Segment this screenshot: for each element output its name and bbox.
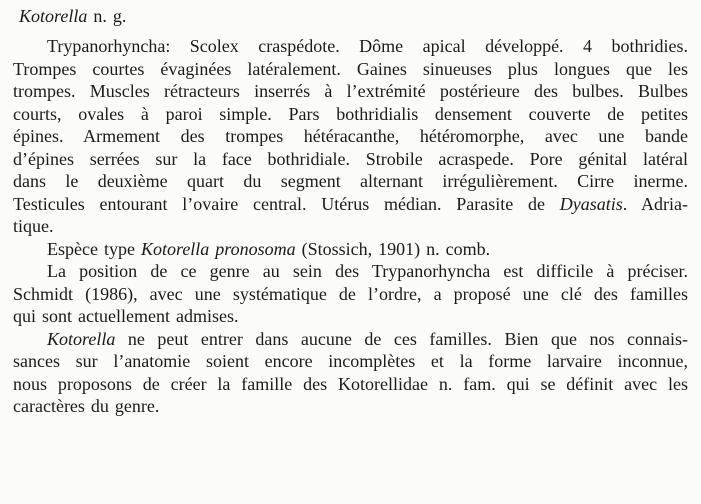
text-segment: Testicules entourant l’ovaire central. Utérus médian. Parasite de — [13, 193, 560, 214]
text-line — [13, 103, 688, 126]
italic-text-segment: Kotorella — [19, 6, 88, 26]
text-segment: tique. — [13, 216, 54, 236]
text-segment: d’épines serrées sur la face bothridiale. Strobile acraspede. Pore génital latéral — [13, 148, 688, 169]
text-segment: ne peut entrer dans aucune de ces familles. Bien que nos connais- — [115, 328, 688, 349]
text-segment: Trypanorhyncha: Scolex craspédote. Dôme apical développé. 4 bothridies. — [47, 36, 688, 56]
text-segment: sances sur l’anatomie soient encore incomplètes et la forme larvaire inconnue, — [13, 351, 688, 371]
position-paragraph — [13, 260, 688, 328]
text-segment: courts, ovales à paroi simple. Pars bothridialis densement couverte de petites — [13, 103, 688, 124]
text-line — [13, 125, 688, 148]
new-family-paragraph — [13, 328, 688, 418]
text-line — [13, 260, 688, 283]
italic-text-segment: Kotorella pronosoma — [140, 238, 296, 259]
text-segment: Espèce type — [47, 238, 141, 259]
text-line — [13, 305, 688, 328]
text-line — [13, 148, 688, 171]
text-line — [13, 350, 688, 373]
text-line — [13, 238, 688, 261]
diagnosis-paragraph — [13, 35, 688, 238]
text-segment: caractères du genre. — [13, 396, 160, 416]
text-segment: n. g. — [87, 6, 127, 26]
text-line — [13, 35, 688, 58]
text-segment: dans le deuxième quart du segment alternant irrégulièrement. Cirre inerme. — [13, 171, 688, 191]
text-segment: Trompes courtes évaginées latéralement. Gaines sinueuses plus longues que les — [13, 58, 688, 79]
text-segment: . Adria- — [622, 193, 688, 214]
text-segment: nous proposons de créer la famille des Kotorellidae n. fam. qui se définit avec les — [13, 373, 688, 394]
italic-text-segment: Kotorella — [47, 328, 116, 349]
genus-heading — [13, 5, 688, 28]
text-segment: (Stossich, 1901) n. comb. — [295, 238, 491, 259]
text-segment: trompes. Muscles rétracteurs inserrés à l’extrémité postérieure des bulbes. Bulbes — [13, 81, 688, 101]
type-species-paragraph — [13, 238, 688, 261]
text-segment: La position de ce genre au sein des Trypanorhyncha est difficile à préciser. — [47, 261, 688, 281]
text-segment: qui sont actuellement admises. — [13, 306, 239, 326]
italic-text-segment: Dyasatis — [559, 193, 623, 214]
text-line — [13, 80, 688, 103]
text-line — [13, 193, 688, 216]
text-segment: épines. Armement des trompes hétéracanthe, hétéromorphe, avec une bande — [13, 126, 688, 146]
text-line — [13, 373, 688, 396]
text-segment: Schmidt (1986), avec une systématique de l’ordre, a proposé une clé des familles — [13, 283, 688, 304]
text-line — [13, 328, 688, 351]
text-block — [13, 5, 688, 418]
text-line — [13, 215, 688, 238]
text-line — [13, 283, 688, 306]
text-line — [13, 395, 688, 418]
text-line — [13, 58, 688, 81]
text-line — [13, 170, 688, 193]
